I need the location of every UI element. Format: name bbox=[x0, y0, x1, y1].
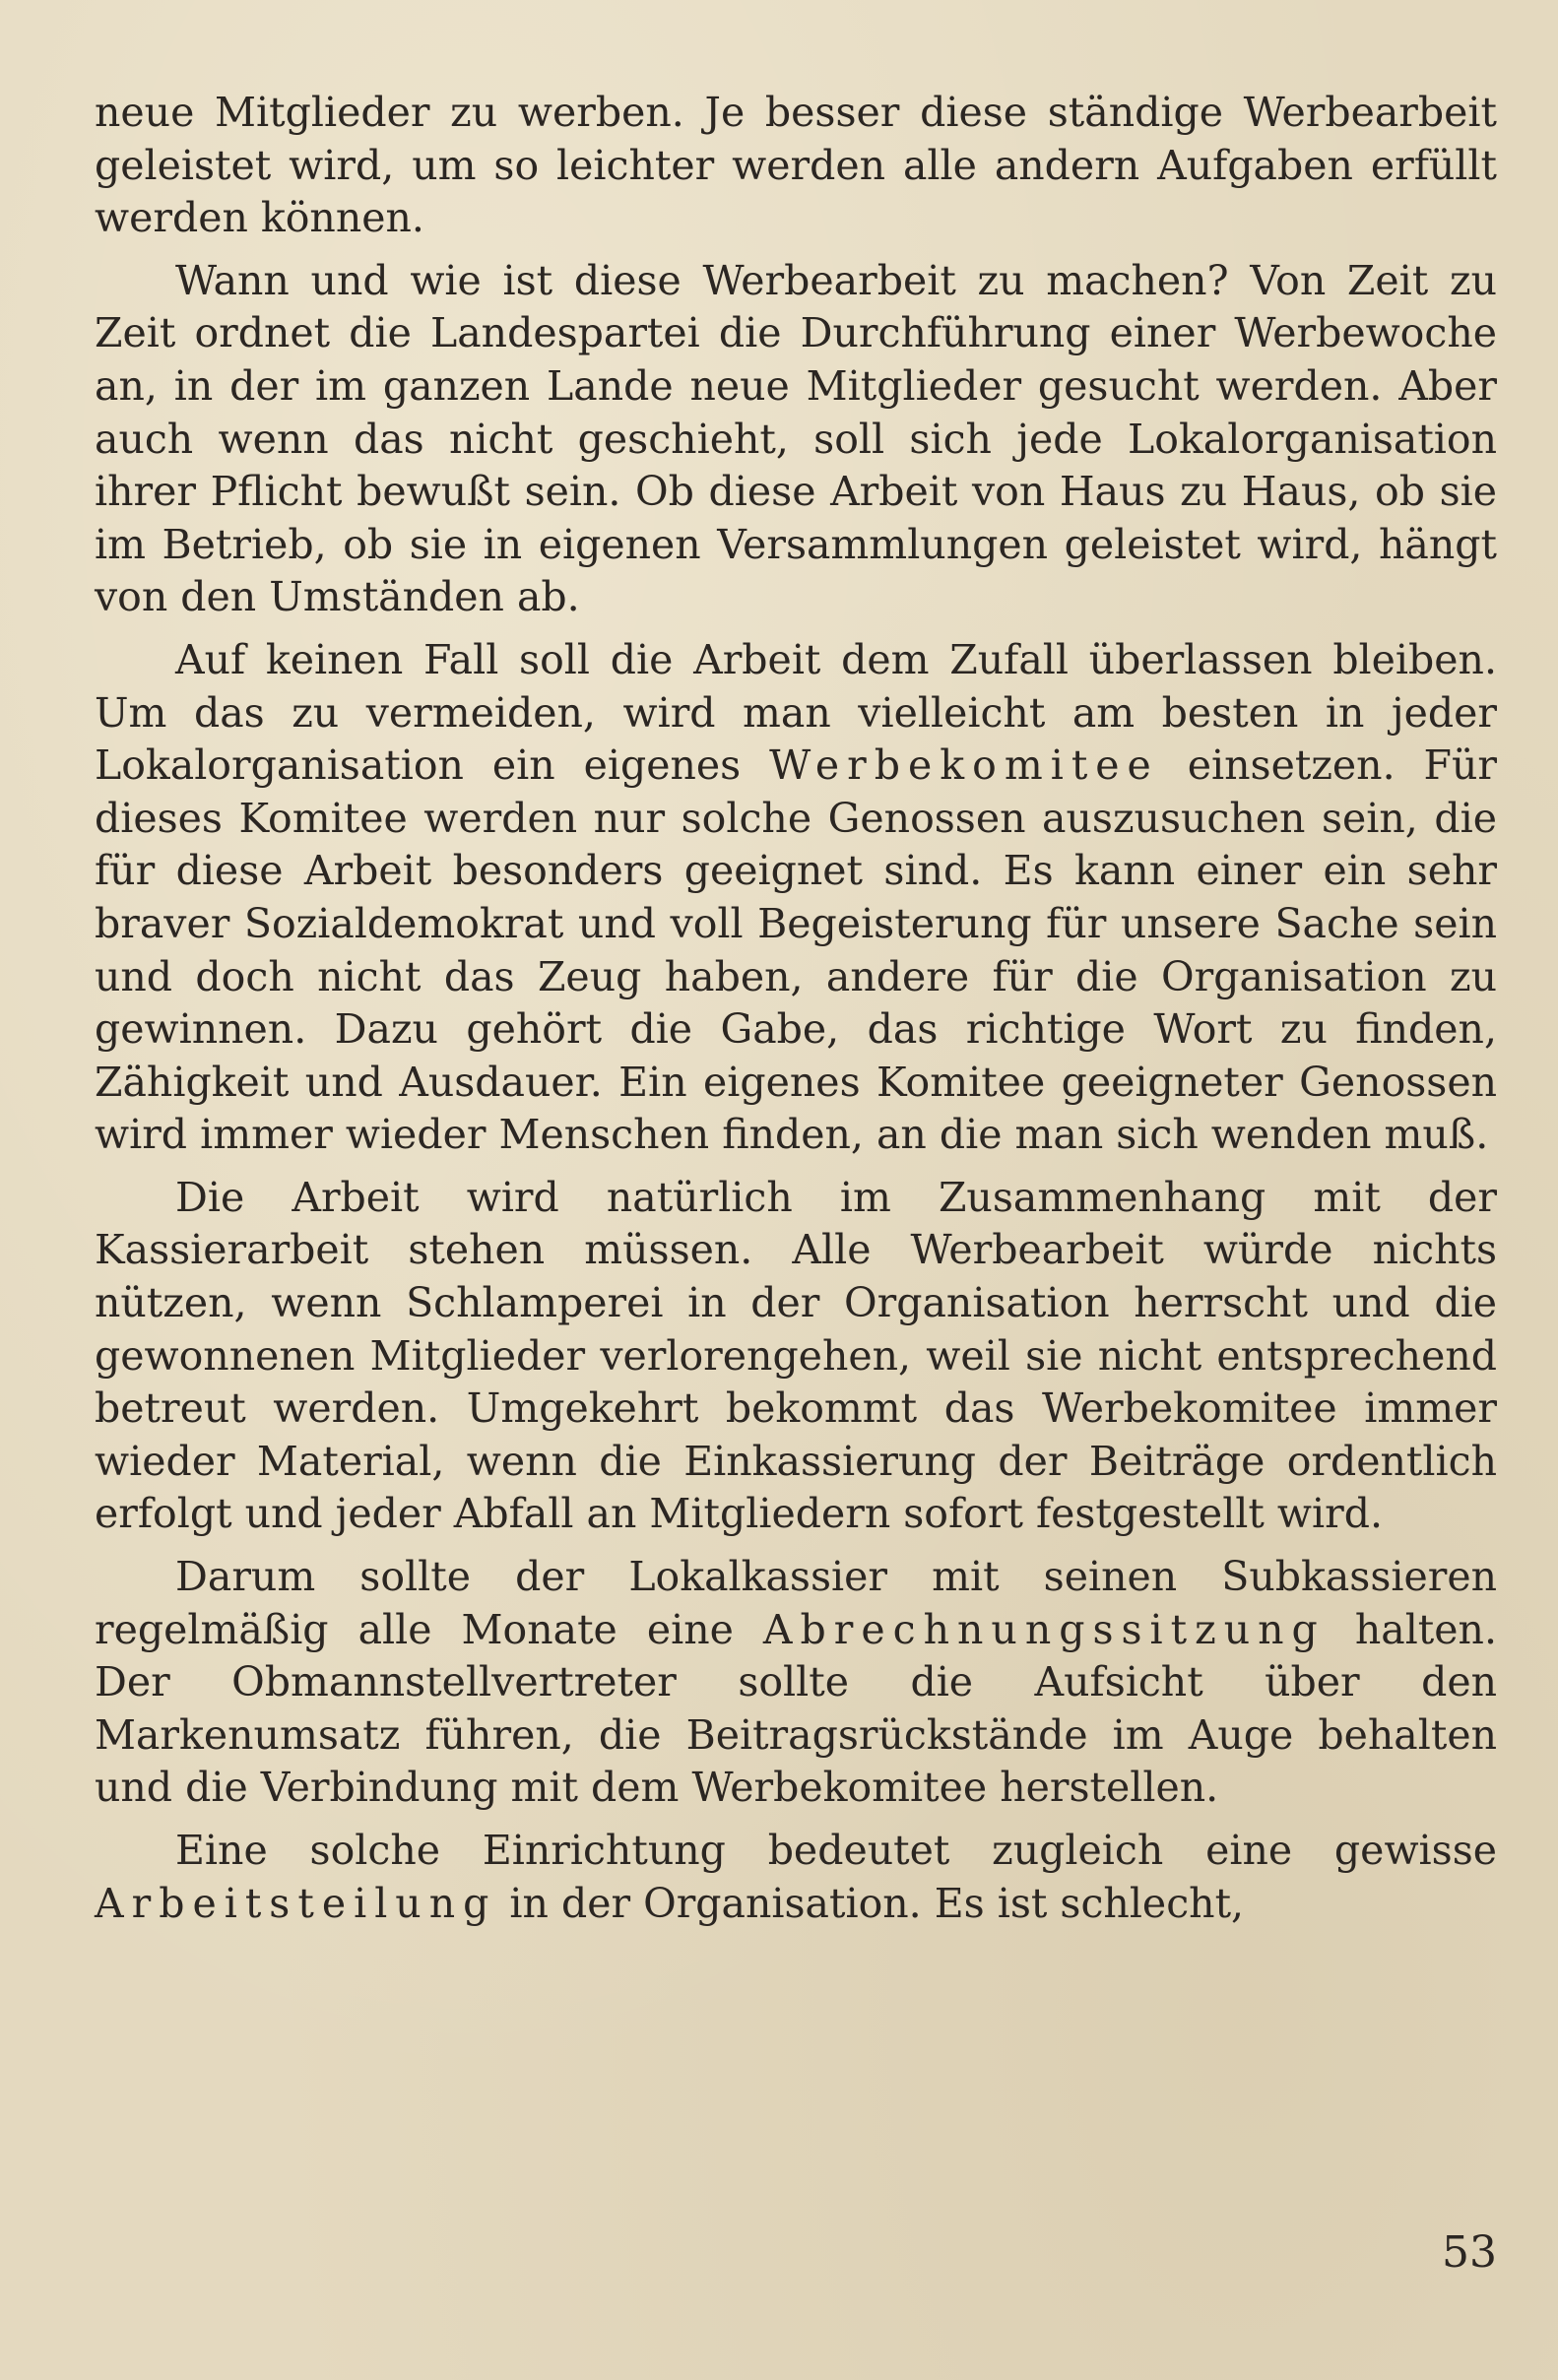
paragraph-4 bbox=[95, 1172, 1497, 1541]
paragraph-4-text: Die Arbeit wird natürlich im Zusammenhang mit der Kassierarbeit stehen müssen. Alle Werbearbeit würde nichts nützen, wenn Schlamperei in der Organisation herrscht und die gewonnenen Mitglieder verlorengehen, weil sie nicht entsprechend betreut werden. Umgekehrt bekommt das Werbekomitee immer wieder Material, wenn die Einkassierung der Beiträge ordentlich erfolgt und jeder Abfall an Mitgliedern sofort festgestellt wird. bbox=[95, 1173, 1497, 1538]
paragraph-2 bbox=[95, 255, 1497, 624]
paragraph-6-text-after: in der Organisation. Es ist schlecht, bbox=[496, 1879, 1245, 1927]
paragraph-3-text-before: Auf keinen Fall soll die Arbeit dem Zufall überlassen bleiben. Um das zu vermeiden, wird man vielleicht am besten in jeder Lokalorganisation ein eigenes bbox=[95, 635, 1497, 790]
paragraph-6-text-before: Eine solche Einrichtung bedeutet zugleich eine gewisse bbox=[175, 1827, 1497, 1874]
paragraph-5-text-before: Darum sollte der Lokalkassier mit seinen Subkassieren regelmäßig alle Monate eine bbox=[95, 1553, 1497, 1653]
emphasized-term-arbeitsteilung: Arbeitsteilung bbox=[95, 1879, 497, 1927]
emphasized-term-abrechnungssitzung: Abrechnungssitzung bbox=[762, 1605, 1326, 1653]
paragraph-5 bbox=[95, 1551, 1497, 1815]
page-number: 53 bbox=[1442, 2227, 1497, 2278]
emphasized-term-werbekomitee: Werbekomitee bbox=[769, 741, 1159, 790]
paragraph-1 bbox=[95, 87, 1497, 245]
paragraph-5-text-after: halten. Der Obmannstellvertreter sollte die Aufsicht über den Markenumsatz führen, die Beitragsrückstände im Auge behalten und die Verbindung mit dem Werbekomitee herstellen. bbox=[95, 1605, 1497, 1812]
paragraph-3 bbox=[95, 634, 1497, 1162]
body-text bbox=[95, 87, 1497, 1930]
paragraph-6 bbox=[95, 1825, 1497, 1930]
paragraph-3-text-after: einsetzen. Für dieses Komitee werden nur solche Genossen auszusuchen sein, die für diese Arbeit besonders geeignet sind. Es kann einer ein sehr braver Sozialdemokrat und voll Begeisterung für unsere Sache sein und doch nicht das Zeug haben, andere für die Organisation zu gewinnen. Dazu gehört die Gabe, das richtige Wort zu finden, Zähigkeit und Ausdauer. Ein eigenes Komitee geeigneter Genossen wird immer wieder Menschen finden, an die man sich wenden muß. bbox=[95, 741, 1497, 1159]
paragraph-1-text: neue Mitglieder zu werben. Je besser diese ständige Werbearbeit geleistet wird, um so leichter werden alle andern Aufgaben erfüllt werden können. bbox=[95, 89, 1497, 242]
paragraph-2-text: Wann und wie ist diese Werbearbeit zu machen? Von Zeit zu Zeit ordnet die Landespartei die Durchführung einer Werbewoche an, in der im ganzen Lande neue Mitglieder gesucht werden. Aber auch wenn das nicht geschieht, soll sich jede Lokalorganisation ihrer Pflicht bewußt sein. Ob diese Arbeit von Haus zu Haus, ob sie im Betrieb, ob sie in eigenen Versammlungen geleistet wird, hängt von den Umständen ab. bbox=[95, 256, 1497, 621]
